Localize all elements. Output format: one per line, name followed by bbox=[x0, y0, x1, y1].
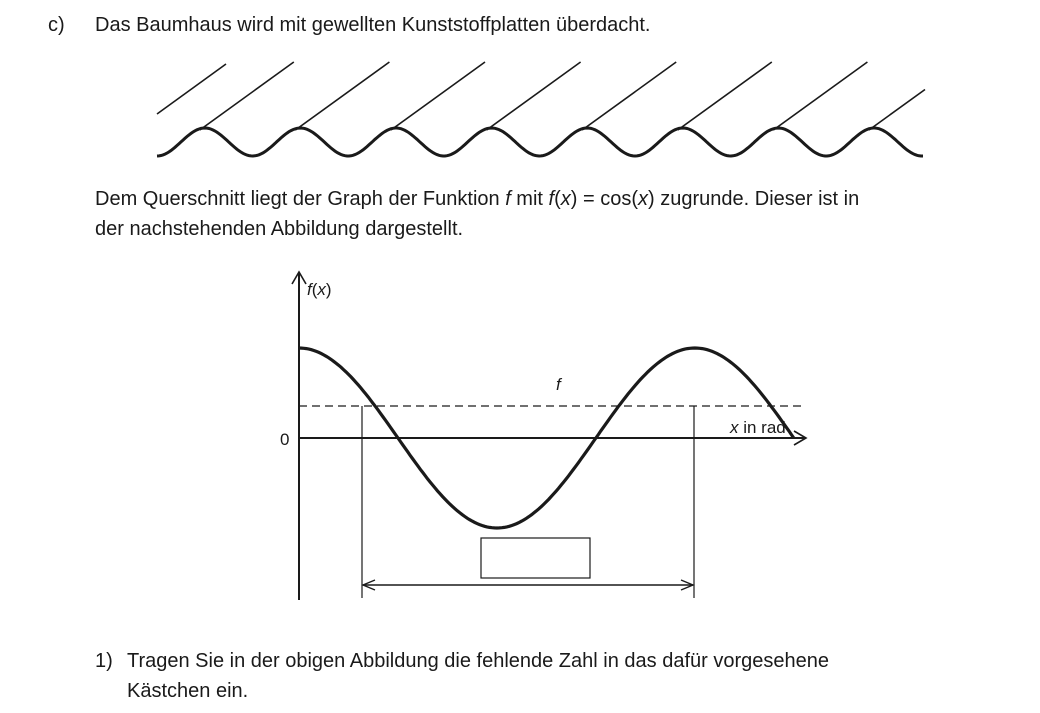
origin-label: 0 bbox=[280, 430, 290, 449]
task-line-2: Kästchen ein. bbox=[127, 680, 249, 702]
x-axis-label: x in rad bbox=[730, 418, 786, 437]
task-line-1: Tragen Sie in der obigen Abbildung die fehlende Zahl in das dafür vorgesehene bbox=[127, 650, 829, 672]
section-intro: Das Baumhaus wird mit gewellten Kunststoffplatten überdacht. bbox=[95, 14, 651, 36]
answer-box[interactable] bbox=[481, 538, 590, 578]
description-line-2: der nachstehenden Abbildung dargestellt. bbox=[95, 218, 464, 240]
task-1 bbox=[95, 646, 829, 706]
y-axis-label: f(x) bbox=[307, 280, 332, 299]
description-line-1: Dem Querschnitt liegt der Graph der Funktion f mit f(x) = cos(x) zugrunde. Dieser ist in bbox=[95, 188, 860, 210]
function-label: f bbox=[556, 375, 561, 394]
section-label: c) bbox=[48, 14, 65, 36]
task-number: 1) bbox=[95, 650, 113, 672]
